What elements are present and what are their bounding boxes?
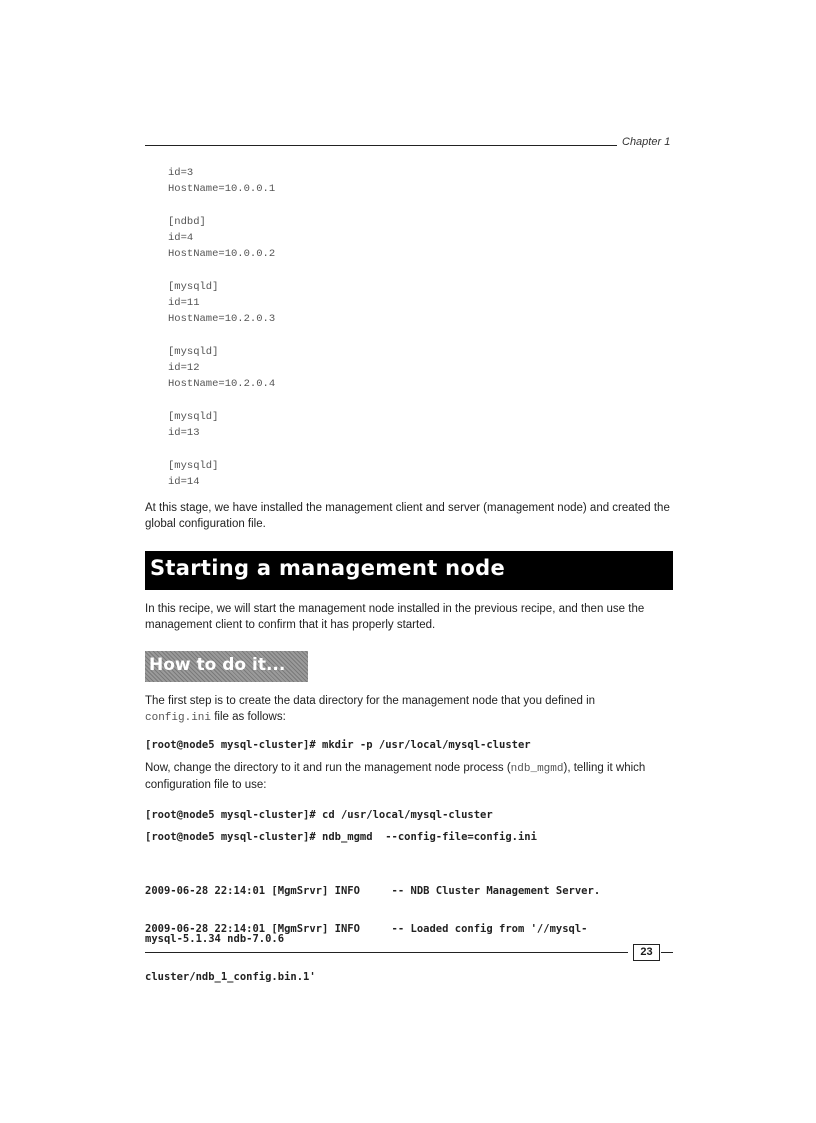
- code-line: [ndbd]: [168, 216, 206, 228]
- section-paragraph: In this recipe, we will start the management node installed in the previous recipe, and then use the management client to confirm that it has properly started.: [145, 603, 645, 631]
- code-line: [mysqld]: [168, 411, 219, 423]
- header-rule: [145, 145, 617, 146]
- code-blank-line: [168, 392, 275, 409]
- subsection-title: How to do it...: [149, 655, 286, 675]
- code-line: id=14: [168, 476, 200, 488]
- code-blank-line: [168, 327, 275, 344]
- code-line: [mysqld]: [168, 281, 219, 293]
- code-line: [mysqld]: [168, 346, 219, 358]
- change-dir-paragraph: [145, 760, 675, 793]
- output-block-2: [145, 889, 588, 1017]
- step-paragraph-text: The first step is to create the data directory for the management node that you defined in: [145, 695, 596, 707]
- output-line: cluster/ndb_1_config.bin.1': [145, 971, 316, 983]
- command-ndb-mgmd: [root@node5 mysql-cluster]# ndb_mgmd --config-file=config.ini: [145, 831, 537, 843]
- output-line: mysql-5.1.34 ndb-7.0.6: [145, 933, 285, 945]
- output-line: 2009-06-28 22:14:01 [MgmSrvr] INFO -- NDB Cluster Management Server.: [145, 885, 601, 897]
- code-blank-line: [168, 441, 275, 458]
- code-line: id=11: [168, 297, 200, 309]
- code-line: HostName=10.2.0.4: [168, 378, 276, 390]
- code-line: id=13: [168, 427, 200, 439]
- section-title: Starting a management node: [150, 556, 506, 580]
- section-heading-bar: [145, 551, 673, 590]
- footer-rule: [145, 952, 628, 953]
- code-blank-line: [168, 197, 275, 214]
- inline-code-config: config.ini: [145, 712, 212, 724]
- code-line: HostName=10.2.0.3: [168, 313, 276, 325]
- footer-rule-tail: [661, 952, 673, 953]
- code-line: [mysqld]: [168, 460, 219, 472]
- step-paragraph-text-end: file as follows:: [211, 711, 286, 723]
- config-code-listing: [168, 165, 275, 490]
- chapter-label: Chapter 1: [622, 136, 671, 148]
- command-cd: [root@node5 mysql-cluster]# cd /usr/local/mysql-cluster: [145, 809, 493, 821]
- page-number: 23: [633, 944, 660, 961]
- change-dir-text-end: ), telling it which configuration file to use:: [145, 762, 646, 791]
- code-line: HostName=10.0.0.1: [168, 183, 276, 195]
- code-line: id=12: [168, 362, 200, 374]
- code-line: id=3: [168, 167, 194, 179]
- change-dir-text: Now, change the directory to it and run the management node process (: [145, 762, 511, 774]
- code-line: id=4: [168, 232, 194, 244]
- intro-paragraph: At this stage, we have installed the management client and server (management node) and created the global configuration file.: [145, 502, 670, 530]
- subsection-heading-bar: [145, 651, 308, 682]
- output-line: 2009-06-28 22:14:01 [MgmSrvr] INFO -- Loaded config from '//mysql-: [145, 923, 588, 935]
- code-line: HostName=10.0.0.2: [168, 248, 276, 260]
- step-paragraph: [145, 693, 675, 726]
- inline-code-ndb-mgmd: ndb_mgmd: [510, 763, 564, 775]
- code-blank-line: [168, 262, 275, 279]
- command-mkdir: [root@node5 mysql-cluster]# mkdir -p /usr/local/mysql-cluster: [145, 739, 531, 751]
